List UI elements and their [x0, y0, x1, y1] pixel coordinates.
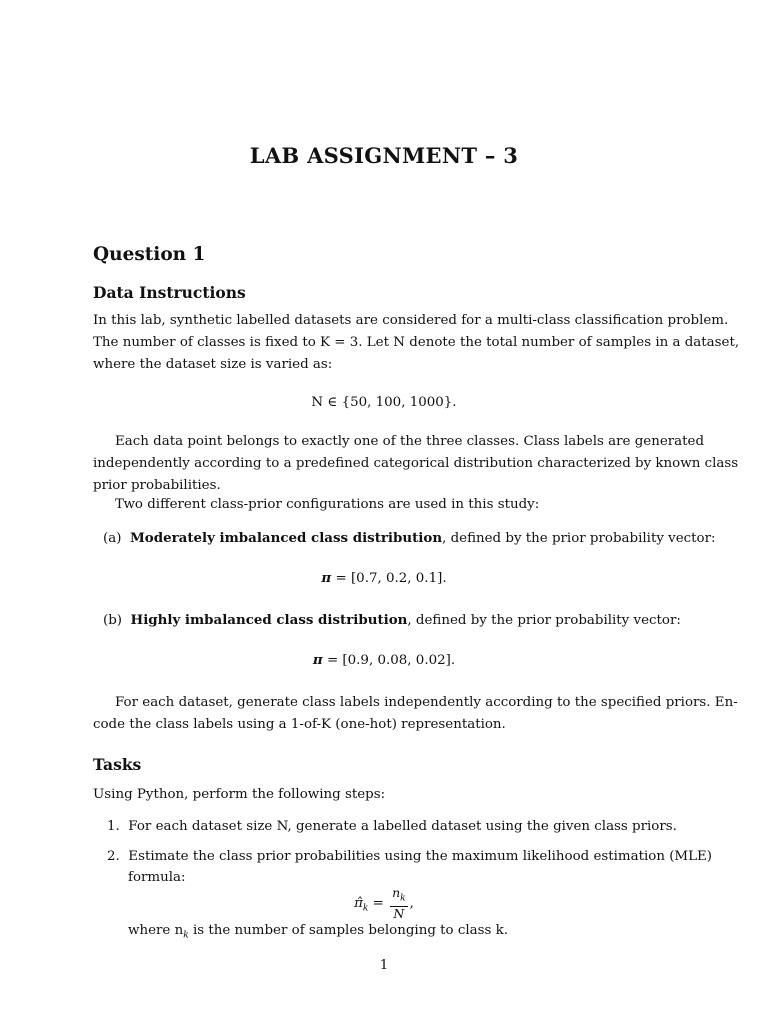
item-b-equation-values: = [0.9, 0.08, 0.02].	[322, 653, 456, 668]
pi-symbol: π	[321, 570, 332, 586]
para4-line-2: code the class labels using a 1-of-K (one-hot) representation.	[93, 717, 506, 732]
pi-hat-subscript: k	[362, 903, 369, 914]
intro-line-3: where the dataset size is varied as:	[93, 357, 333, 372]
task-2-where-line	[128, 923, 508, 941]
item-b	[103, 612, 681, 628]
task-2-line-2: formula:	[128, 870, 186, 885]
task-2-marker: 2.	[107, 849, 120, 864]
pi-symbol: π	[312, 652, 323, 668]
fraction-numerator: n	[392, 885, 401, 900]
question-heading: Question 1	[93, 244, 206, 265]
para4-line-1: For each dataset, generate class labels independently according to the specified priors. En-	[115, 695, 738, 710]
data-instructions-heading: Data Instructions	[93, 283, 246, 302]
where-text-a: where n	[128, 923, 184, 938]
item-b-equation	[0, 652, 768, 668]
tasks-heading: Tasks	[93, 755, 142, 774]
intro-line-1: In this lab, synthetic labelled datasets are considered for a multi-class classification problem.	[93, 313, 729, 328]
item-a-equation-values: = [0.7, 0.2, 0.1].	[331, 571, 447, 586]
item-b-description: , defined by the prior probability vector:	[407, 613, 681, 628]
para2-line-3: prior probabilities.	[93, 478, 221, 493]
pi-hat-symbol: π̂	[354, 895, 363, 911]
task-1	[107, 819, 677, 834]
item-b-marker: (b)	[103, 613, 123, 628]
mle-fraction	[390, 886, 408, 921]
page-number: 1	[379, 958, 389, 973]
para2-line-1: Each data point belongs to exactly one of the three classes. Class labels are generated	[115, 434, 705, 449]
item-a-equation	[0, 570, 768, 586]
tasks-intro: Using Python, perform the following steps:	[93, 787, 386, 802]
task-2-line-1	[107, 849, 712, 864]
dataset-size-equation: N ∈ {50, 100, 1000}.	[311, 395, 457, 410]
where-text-b: is the number of samples belonging to class k.	[188, 923, 508, 938]
page-title: LAB ASSIGNMENT – 3	[249, 143, 519, 168]
item-a-bold-label: Moderately imbalanced class distribution	[129, 530, 443, 546]
para2-line-2: independently according to a predefined categorical distribution characterized by known class	[93, 456, 739, 471]
fraction-denominator: N	[393, 905, 405, 921]
fraction-numerator-subscript: k	[400, 893, 406, 904]
item-a	[103, 530, 716, 546]
para3-line: Two different class-prior configurations are used in this study:	[115, 497, 540, 512]
intro-line-2: The number of classes is fixed to K = 3. Let N denote the total number of samples in a dataset,	[93, 335, 740, 350]
item-b-bold-label: Highly imbalanced class distribution	[130, 612, 408, 628]
task-1-text: For each dataset size N, generate a labelled dataset using the given class priors.	[128, 819, 677, 834]
item-a-marker: (a)	[103, 531, 122, 546]
task-2-text: Estimate the class prior probabilities using the maximum likelihood estimation (MLE)	[128, 849, 713, 864]
item-a-description: , defined by the prior probability vector:	[442, 531, 716, 546]
mle-equation: $\pî_k$ = $\frac{n_k}{N}$ ,	[354, 885, 414, 921]
where-subscript: k	[183, 930, 189, 941]
task-1-marker: 1.	[107, 819, 120, 834]
